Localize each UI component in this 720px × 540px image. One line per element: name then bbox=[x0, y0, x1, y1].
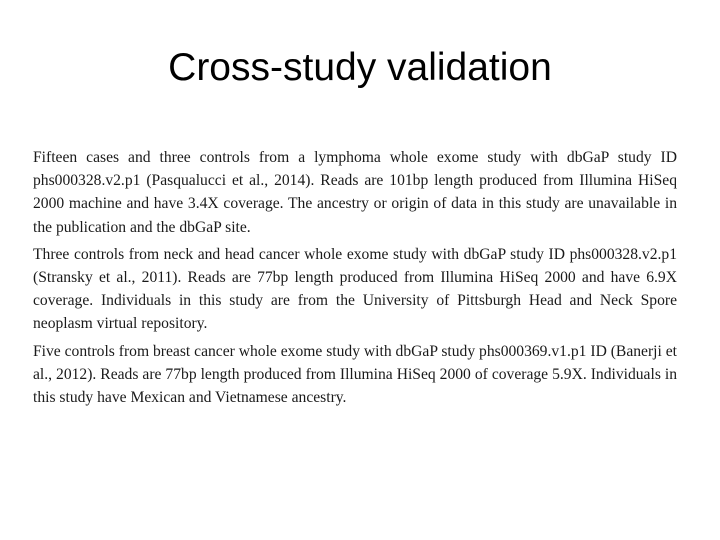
paragraph-head-neck-study: Three controls from neck and head cancer whole exome study with dbGaP study ID phs000328.v2.p1 (Stransky et al., 2011). Reads are 77bp length produced from Illumina HiSeq 2000 and have 6.9X coverage. Individuals in this study are from the University of Pittsburgh Head and Neck Spore neoplasm virtual repository. bbox=[33, 245, 677, 333]
text-excerpt-image bbox=[33, 146, 677, 413]
slide-title: Cross-study validation bbox=[168, 46, 552, 89]
paragraph-breast-cancer-study: Five controls from breast cancer whole exome study with dbGaP study phs000369.v1.p1 ID (Banerji et al., 2012). Reads are 77bp length produced from Illumina HiSeq 2000 of coverage 5.9X. Individuals in this study have Mexican and Vietnamese ancestry. bbox=[33, 342, 677, 407]
paragraph-lymphoma-study: Fifteen cases and three controls from a lymphoma whole exome study with dbGaP study ID phs000328.v2.p1 (Pasqualucci et al., 2014). Reads are 101bp length produced from Illumina HiSeq 2000 machine and have 3.4X coverage. The ancestry or origin of data in this study are unavailable in the publication and the dbGaP site. bbox=[33, 149, 677, 236]
